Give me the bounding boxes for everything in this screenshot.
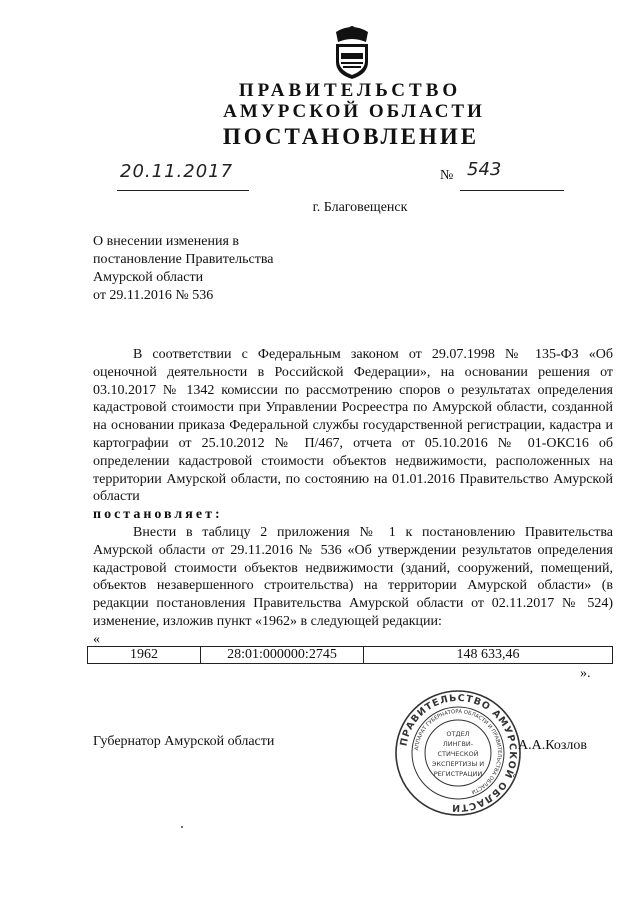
seal-inner-ring-text: АППАРАТ ГУБЕРНАТОРА ОБЛАСТИ И ПРАВИТЕЛЬСТВА ОБЛАСТИ: [414, 708, 503, 795]
signatory-position: Губернатор Амурской области: [93, 734, 275, 749]
preamble-paragraph: В соответствии с Федеральным законом от 29.07.1998 № 135-ФЗ «Об оценочной деятельности в Российской Федерации», на основании решения от 03.10.2017 № 1342 комиссии по рассмотрению споров о результатах определения кадастровой стоимости при Управлении Росреестра по Амурской области, созданной на основании приказа Федеральной службы государственной регистрации, кадастра и картографии от 25.10.2012 № П/467, отчета от 05.10.2016 № 01-ОКС16 об определении кадастровой стоимости объектов недвижимости, расположенных на территории Амурской области, по состоянию на 01.01.2016 Правительство Амурской области: [93, 347, 613, 505]
cadastral-number-cell: 28:01:000000:2745: [201, 647, 364, 664]
subject-line: О внесении изменения в: [93, 234, 239, 249]
amendment-table: [87, 646, 613, 664]
coat-of-arms-emblem: [328, 22, 376, 80]
cadastral-value-cell: 148 633,46: [364, 647, 613, 664]
city-name: г. Благовещенск: [312, 200, 408, 215]
document-subject: [93, 233, 273, 305]
subject-line: Амурской области: [93, 270, 204, 285]
document-date: 20.11.2017: [120, 161, 234, 182]
item-number-cell: 1962: [88, 647, 201, 664]
resolves-heading: постановляет:: [93, 507, 223, 523]
document-body: [93, 346, 613, 631]
table-close-quote: ».: [580, 666, 591, 681]
official-seal-stamp: [393, 688, 523, 818]
org-name-line2: АМУРСКОЙ ОБЛАСТИ: [223, 101, 485, 122]
signatory-name: А.А.Козлов: [518, 738, 587, 753]
seal-ring-text: ПРАВИТЕЛЬСТВО АМУРСКОЙ ОБЛАСТИ: [398, 692, 519, 814]
table-open-quote: «: [93, 632, 100, 647]
scan-speck: [181, 826, 183, 828]
number-underline: [460, 190, 564, 191]
number-label: №: [440, 168, 454, 183]
org-name-line1: ПРАВИТЕЛЬСТВО: [238, 80, 462, 101]
subject-line: постановление Правительства: [93, 252, 274, 267]
subject-line: от 29.11.2016 № 536: [93, 288, 214, 303]
seal-center-line: ЛИНГВИ-: [442, 740, 474, 748]
seal-center-line: СТИЧЕСКОЙ: [437, 750, 479, 758]
seal-center-line: РЕГИСТРАЦИИ: [433, 770, 483, 778]
seal-center-line: ЭКСПЕРТИЗЫ И: [431, 760, 485, 768]
date-underline: [117, 190, 249, 191]
seal-center-line: ОТДЕЛ: [446, 730, 470, 738]
table-row: [88, 647, 613, 664]
document-number: 543: [467, 159, 502, 180]
document-type-title: ПОСТАНОВЛЕНИЕ: [222, 124, 480, 149]
resolution-paragraph: Внести в таблицу 2 приложения № 1 к постановлению Правительства Амурской области от 29.11.2016 № 536 «Об утверждении результатов определения кадастровой стоимости объектов недвижимости (зданий, сооружений, помещений, объектов незавершенного строительства) на территории Амурской области» (в редакции постановления Правительства Амурской области от 02.11.2017 № 524) изменение, изложив пункт «1962» в следующей редакции:: [93, 524, 613, 629]
